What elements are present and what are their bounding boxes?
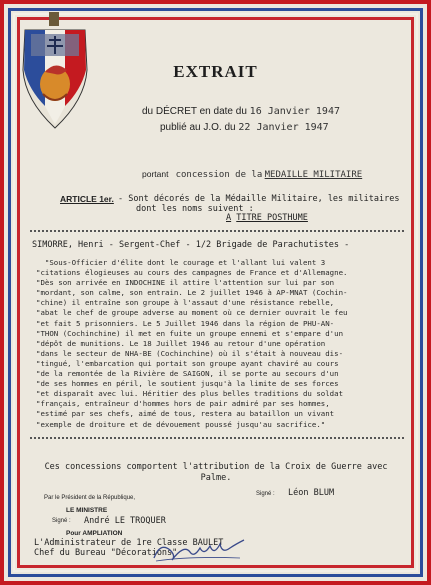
citation-line: "Sous-Officier d'élite dont le courage et l'allant lui valent 3	[36, 258, 326, 267]
administrator-line1: L'Administrateur de 1re Classe BAULET	[34, 538, 224, 548]
medal-name: MEDAILLE MILITAIRE	[264, 170, 363, 180]
administrator-line2: Chef du Bureau "Décorations"	[34, 548, 178, 558]
publication-date: 22 Janvier 1947	[238, 122, 329, 133]
handwritten-signature	[150, 534, 250, 564]
citation-line: "chine) il entraîne son groupe à l'assaut d'une résistance rebelle,	[36, 298, 335, 308]
citation-line: "dans le secteur de NHA-BE (Cochinchine) où il s'était à nouveau dis-	[36, 348, 344, 358]
decree-prefix: du DÉCRET en date du	[142, 106, 247, 117]
dotted-divider-top	[30, 230, 404, 232]
publication-prefix: publié au J.O. du	[160, 122, 236, 133]
citation-line: "estimé par ses chefs, aimé de tous, restera au bataillon un vivant	[36, 409, 335, 419]
subject-line	[142, 169, 362, 180]
citation-line: "de la remontée de la Rivière de SAIGON, il se porte au secours d'un	[36, 369, 339, 379]
ministre-label: LE MINISTRE	[66, 507, 108, 514]
citation-line: "tingué, l'embarcation qui portait son groupe ayant chaviré au cours	[36, 358, 339, 368]
citation-line: "citations élogieuses au cours des campagnes de France et d'Allemagne.	[36, 268, 348, 278]
subject-mid: concession de la	[175, 170, 263, 180]
pour-ampliation-label: Pour AMPLIATION	[66, 530, 123, 537]
concession-note: Ces concessions comportent l'attribution de la Croix de Guerre avec Palme.	[44, 462, 388, 483]
posthume-label: TITRE POSTHUME	[236, 213, 308, 223]
article-text-line2: dont les noms suivent :	[136, 204, 254, 214]
dotted-divider-bottom	[30, 437, 404, 439]
citation-line: "de ses hommes en péril, le soutient jusqu'à la limite de ses forces	[36, 379, 339, 389]
article-label: ARTICLE 1er.	[60, 194, 114, 204]
article-text-line1: - Sont décorés de la Médaille Militaire, les militaires	[118, 194, 400, 204]
citation-line: "THON (Cochinchine) il met en fuite un groupe ennemi et s'empare d'un	[36, 328, 344, 338]
document-title: EXTRAIT	[173, 62, 258, 81]
citation-line: "Dès son arrivée en INDOCHINE il attire l'attention sur lui par son	[36, 278, 335, 288]
citation-text	[36, 258, 408, 430]
recipient-name: SIMORRE, Henri - Sergent-Chef - 1/2 Brigade de Parachutistes -	[32, 240, 350, 250]
decree-line	[142, 106, 340, 117]
president-name: Léon BLUM	[288, 488, 335, 498]
article-text	[118, 194, 399, 214]
citation-line: "mordant, son calme, son entrain. Le 2 juillet 1946 à AP-MNAT (Cochin-	[36, 288, 348, 298]
subject-prefix: portant	[142, 169, 169, 179]
signe-label-minister: Signé :	[52, 518, 71, 524]
posthume-line: A TITRE POSTHUME	[226, 213, 308, 223]
signe-label-president: Signé :	[256, 491, 275, 497]
decree-date: 16 Janvier 1947	[249, 106, 340, 117]
citation-line: "et disparaît avec lui. Héritier des plus belles traditions du soldat	[36, 389, 344, 399]
citation-line: "dépôt de munitions. Le 18 Juillet 1946 au retour d'une opération	[36, 338, 326, 348]
citation-line: "exemple de droiture et de dévouement poussé jusqu'au sacrifice."	[36, 419, 326, 429]
citation-line: "et fait 5 prisonniers. Le 5 Juillet 1946 dans la région de PHU-AN-	[36, 318, 335, 328]
citation-line: "français, entraîneur d'hommes hors de pair admiré par ses hommes,	[36, 399, 330, 409]
president-line: Par le Président de la République,	[44, 495, 136, 501]
citation-line: "abat le chef de groupe adverse au moment où ce dernier ouvrait le feu	[36, 308, 348, 318]
minister-name: André LE TROQUER	[84, 516, 166, 526]
publication-line	[160, 122, 329, 133]
